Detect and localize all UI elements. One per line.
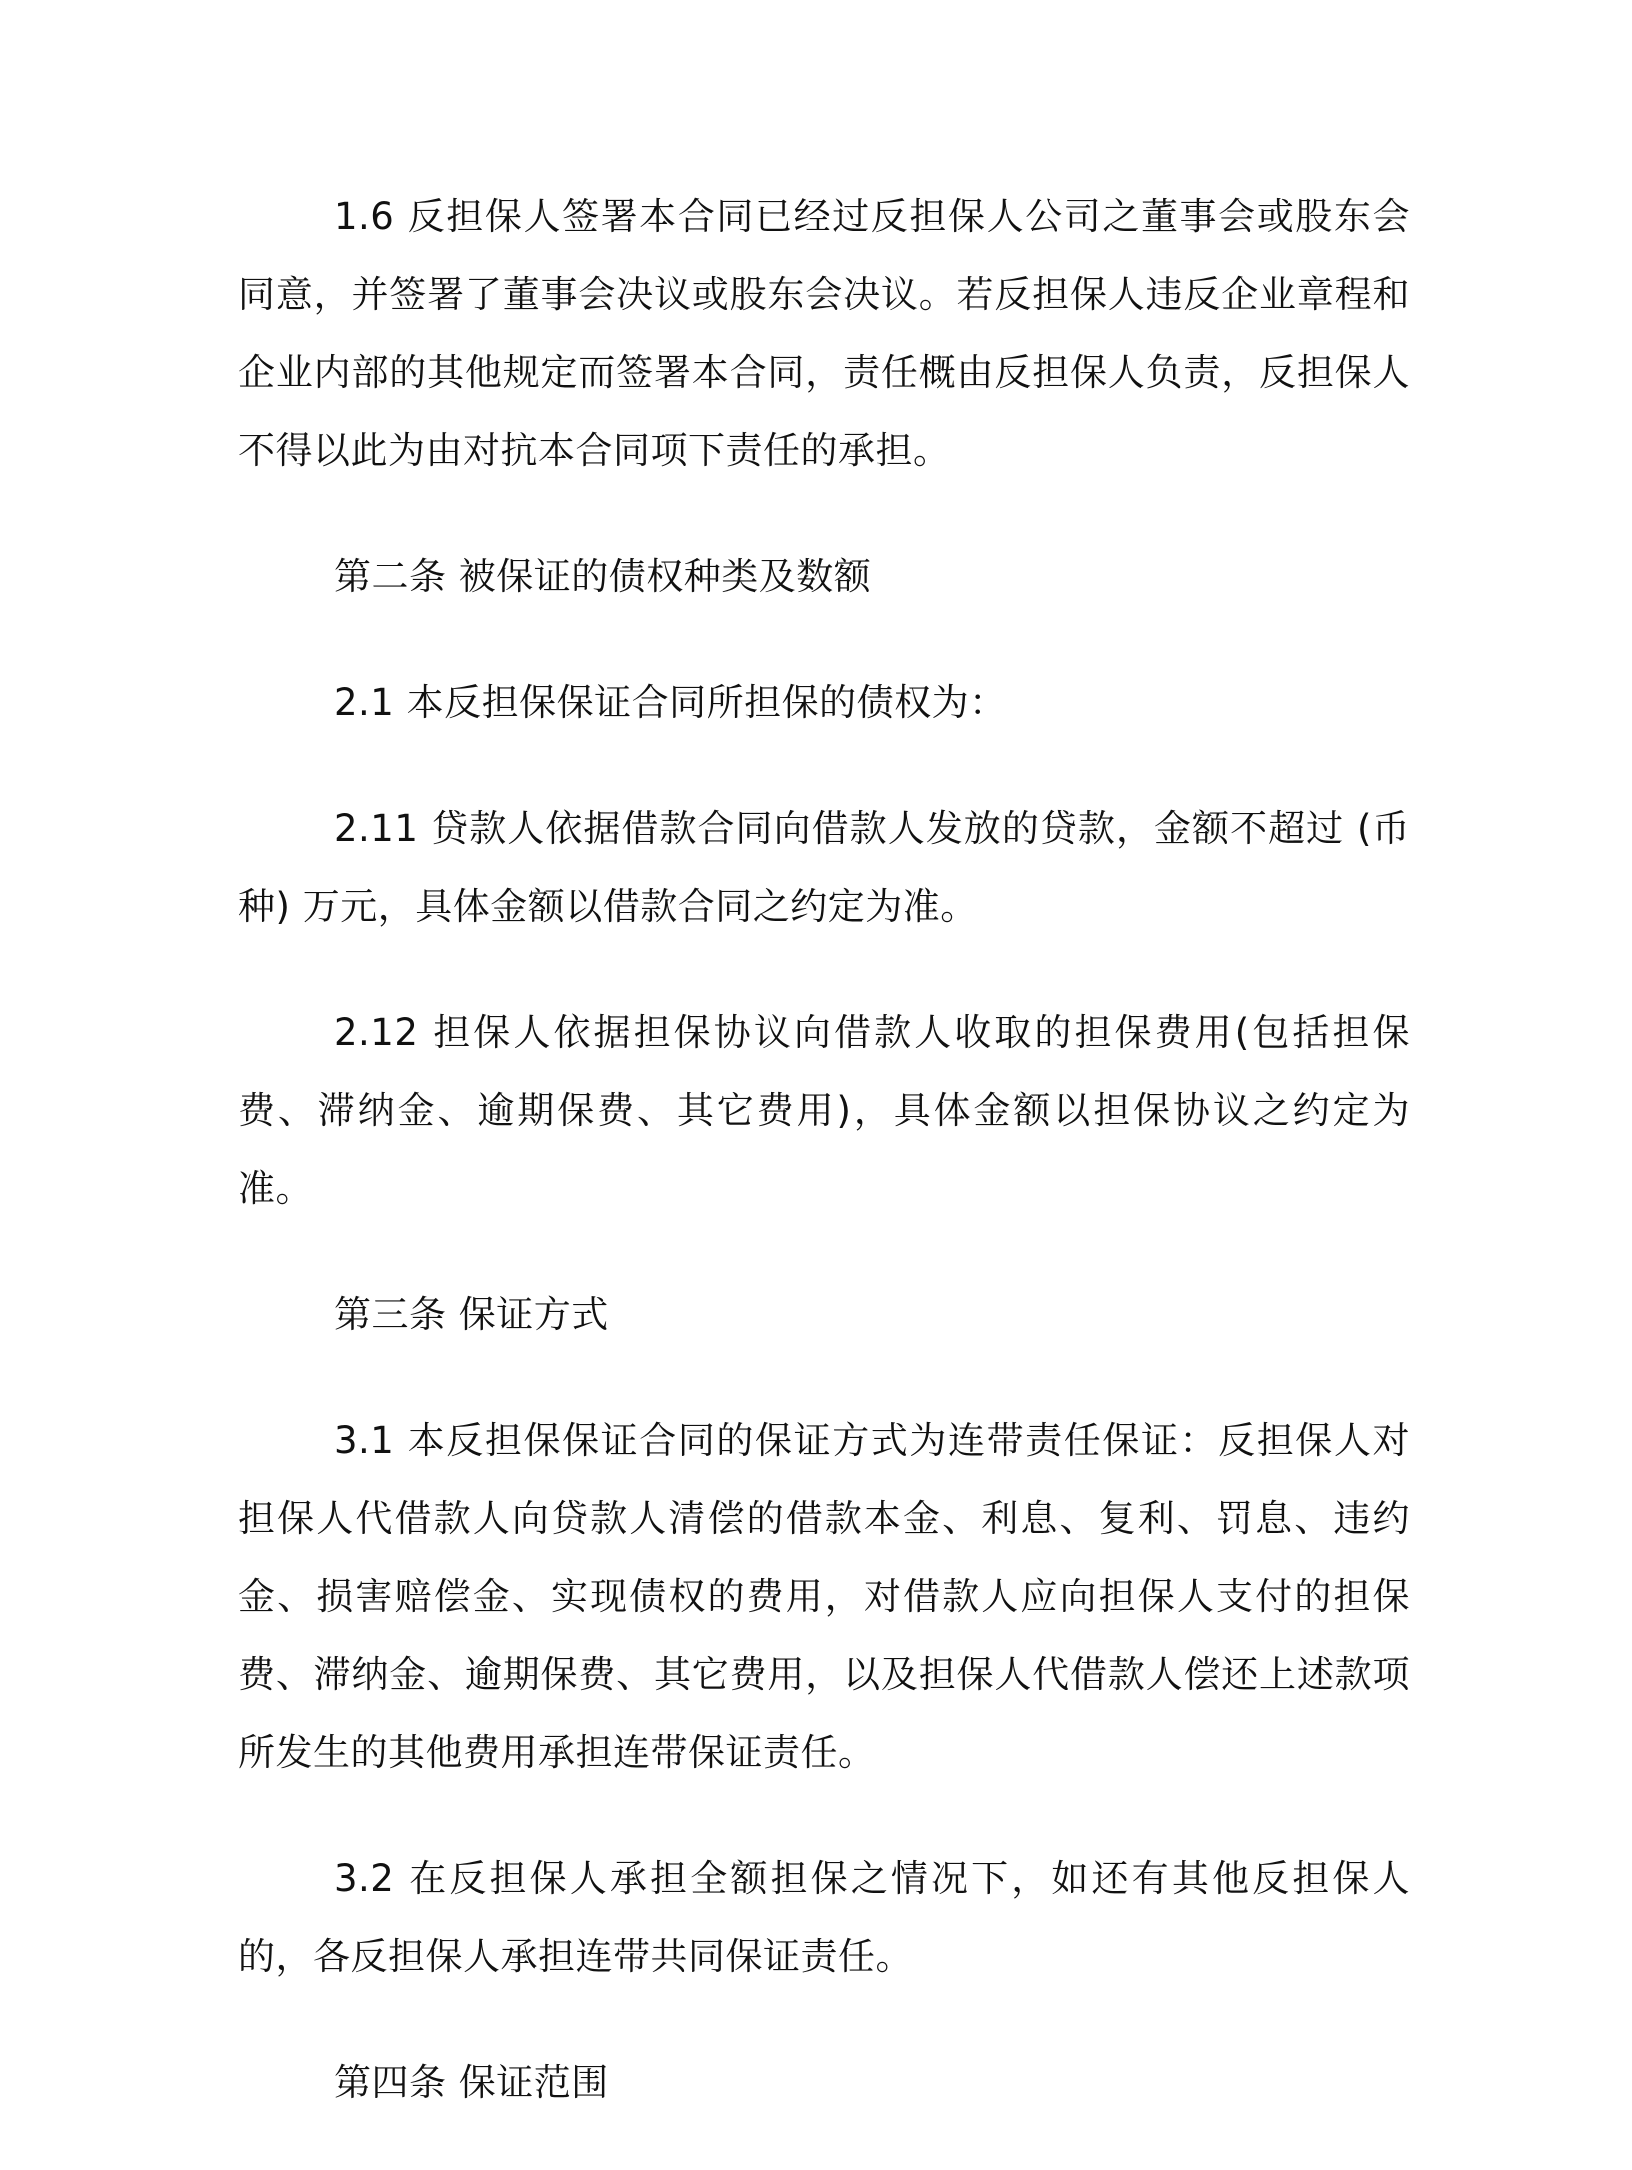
clause-2-1: 2.1 本反担保保证合同所担保的债权为： [334, 681, 1007, 724]
clause-3-1: 3.1 本反担保保证合同的保证方式为连带责任保证：反担保人对担保人代借款人向贷款人清偿的借款本金、利息、复利、罚息、违约金、损害赔偿金、实现债权的费用，对借款人应向担保人支付的担保费、滞纳金、逾期保费、其它费用，以及担保人代借款人偿还上述款项所发生的其他费用承担连带保证责任。 [238, 1419, 1410, 1774]
clause-2-11: 2.11 贷款人依据借款合同向借款人发放的贷款，金额不超过 (币种) 万元，具体金额以借款合同之约定为准。 [238, 807, 1410, 928]
article-4-heading: 第四条 保证范围 [334, 2061, 609, 2104]
article-3-heading: 第三条 保证方式 [334, 1293, 609, 1336]
clause-3-2: 3.2 在反担保人承担全额担保之情况下，如还有其他反担保人的，各反担保人承担连带共同保证责任。 [238, 1857, 1410, 1978]
document-body [238, 178, 1410, 2170]
clause-1-6: 1.6 反担保人签署本合同已经过反担保人公司之董事会或股东会同意，并签署了董事会决议或股东会决议。若反担保人违反企业章程和企业内部的其他规定而签署本合同，责任概由反担保人负责，反担保人不得以此为由对抗本合同项下责任的承担。 [238, 195, 1410, 472]
article-2-heading: 第二条 被保证的债权种类及数额 [334, 555, 872, 598]
clause-2-12: 2.12 担保人依据担保协议向借款人收取的担保费用(包括担保费、滞纳金、逾期保费、其它费用)，具体金额以担保协议之约定为准。 [238, 1011, 1410, 1210]
